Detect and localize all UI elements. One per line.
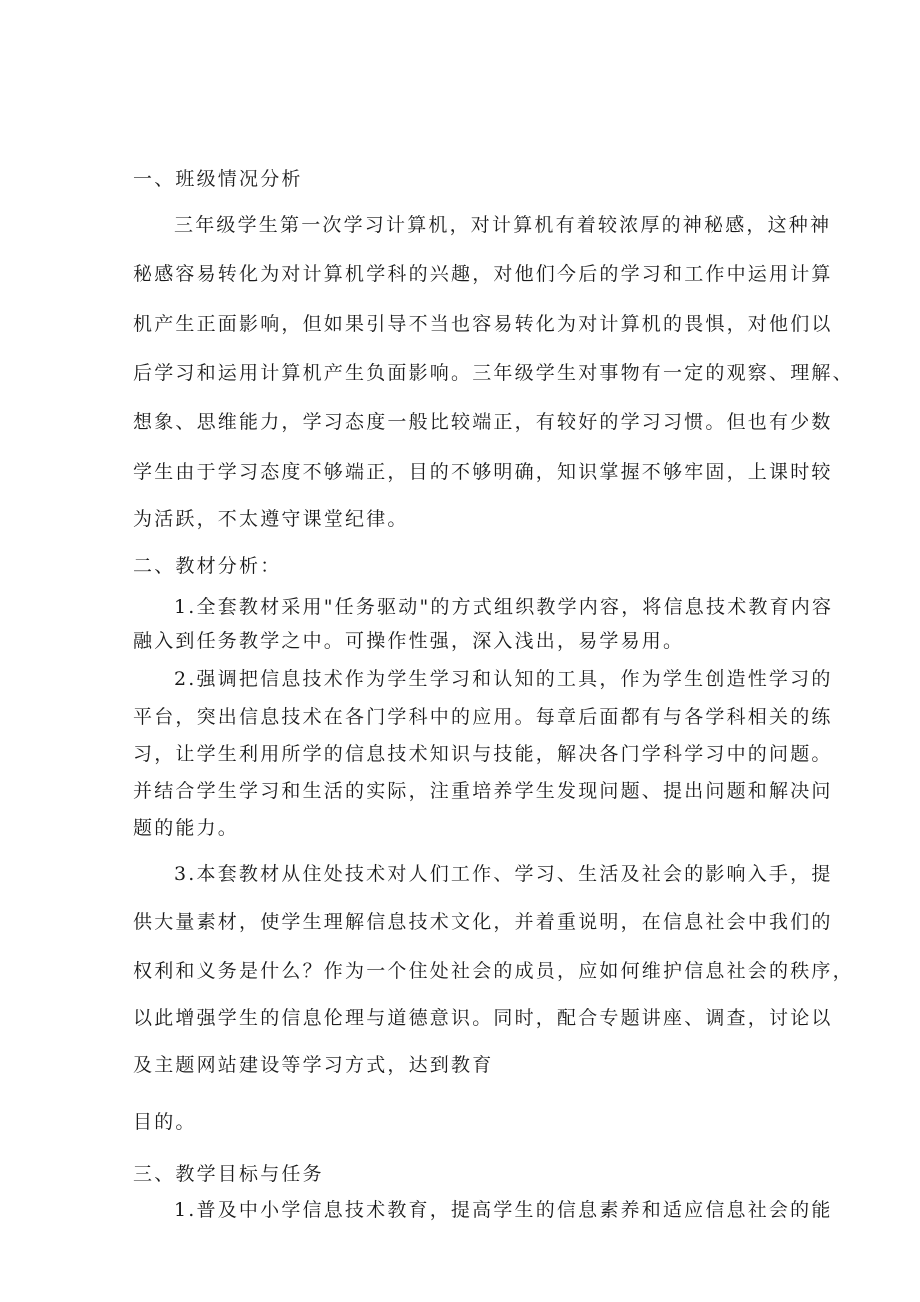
paragraph-line: 三年级学生第一次学习计算机，对计算机有着较浓厚的神秘感，这种神 xyxy=(174,214,832,236)
paragraph-line: 2.强调把信息技术作为学生学习和认知的工具，作为学生创造性学习的 xyxy=(174,668,833,690)
paragraph-line: 融入到任务教学之中。可操作性强，深入浅出，易学易用。 xyxy=(133,630,685,652)
paragraph-line: 1.全套教材采用"任务驱动"的方式组织教学内容，将信息技术教育内容 xyxy=(174,596,834,618)
section-heading-goals-tasks: 三、教学目标与任务 xyxy=(133,1163,324,1185)
paragraph-line: 想象、思维能力，学习态度一般比较端正，有较好的学习习惯。但也有少数 xyxy=(133,411,833,433)
section-heading-class-analysis: 一、班级情况分析 xyxy=(133,168,303,190)
paragraph-line: 后学习和运用计算机产生负面影响。三年级学生对事物有一定的观察、理解、 xyxy=(133,362,854,384)
paragraph-line: 题的能力。 xyxy=(133,817,240,839)
paragraph-line: 为活跃，不太遵守课堂纪律。 xyxy=(133,508,409,530)
paragraph-line: 并结合学生学习和生活的实际，注重培养学生发现问题、提出问题和解决问 xyxy=(133,780,833,802)
paragraph-line: 及主题网站建设等学习方式，达到教育 xyxy=(133,1054,494,1076)
paragraph-line: 3.本套教材从住处技术对人们工作、学习、生活及社会的影响入手，提 xyxy=(174,863,833,885)
paragraph-line: 习，让学生利用所学的信息技术知识与技能，解决各门学科学习中的问题。 xyxy=(133,743,833,765)
paragraph-line: 秘感容易转化为对计算机学科的兴趣，对他们今后的学习和工作中运用计算 xyxy=(133,263,833,285)
paragraph-line: 以此增强学生的信息伦理与道德意识。同时，配合专题讲座、调查，讨论以 xyxy=(133,1007,833,1029)
paragraph-line: 机产生正面影响，但如果引导不当也容易转化为对计算机的畏惧，对他们以 xyxy=(133,313,833,335)
section-heading-textbook-analysis: 二、教材分析： xyxy=(133,555,282,577)
paragraph-line: 1.普及中小学信息技术教育，提高学生的信息素养和适应信息社会的能 xyxy=(174,1199,833,1221)
paragraph-line: 供大量素材，使学生理解信息技术文化，并着重说明，在信息社会中我们的 xyxy=(133,911,833,933)
paragraph-line: 目的。 xyxy=(133,1111,197,1133)
paragraph-line: 权利和义务是什么？作为一个住处社会的成员，应如何维护信息社会的秩序， xyxy=(133,960,854,982)
paragraph-line: 平台，突出信息技术在各门学科中的应用。每章后面都有与各学科相关的练 xyxy=(133,706,833,728)
paragraph-line: 学生由于学习态度不够端正，目的不够明确，知识掌握不够牢固，上课时较 xyxy=(133,461,833,483)
